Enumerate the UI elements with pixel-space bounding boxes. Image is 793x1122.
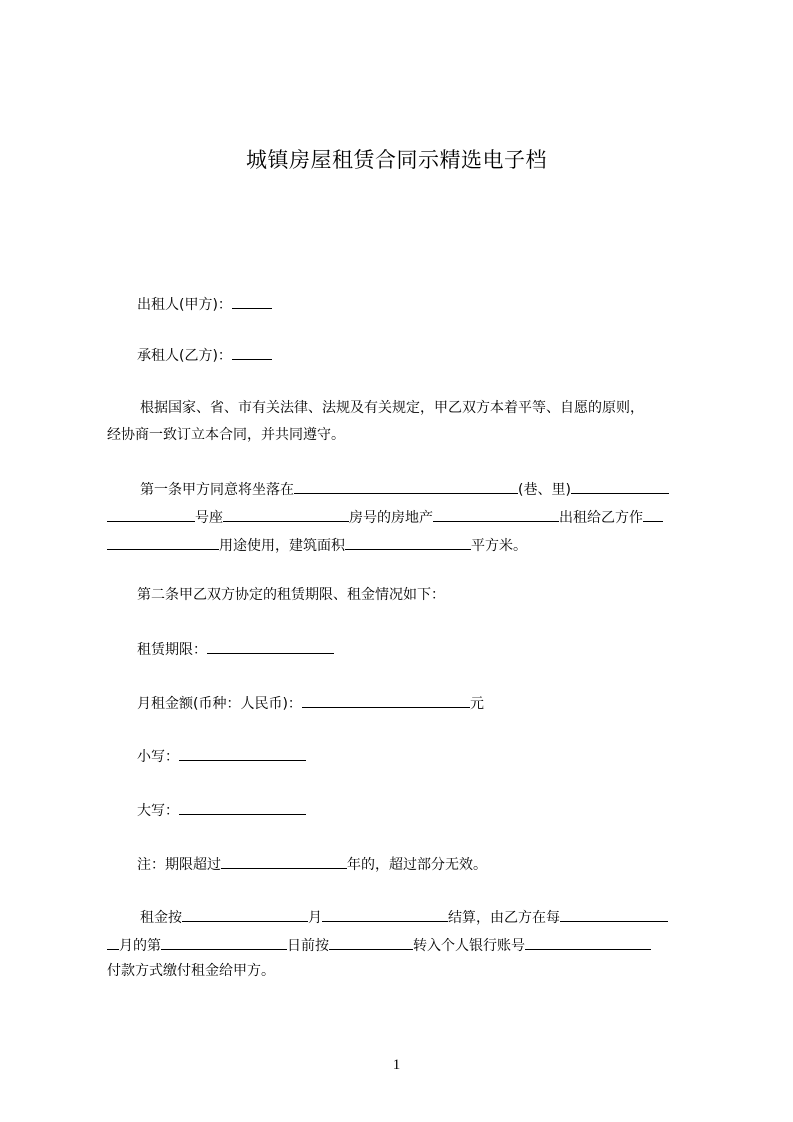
usage-blank[interactable] [107, 536, 219, 550]
method-blank[interactable] [329, 936, 413, 950]
page-number: 1 [392, 1057, 401, 1073]
payment-line-3: 付款方式缴付租金给甲方。 [107, 963, 275, 979]
area-blank[interactable] [345, 536, 471, 550]
tenant-blank[interactable] [232, 346, 272, 360]
note-line [137, 855, 487, 873]
article2-heading: 第二条甲乙双方协定的租赁期限、租金情况如下： [137, 587, 445, 603]
monthly-rent-unit: 元 [469, 696, 484, 712]
article1-text: 用途使用，建筑面积 [219, 538, 345, 554]
lane-blank[interactable] [571, 480, 669, 494]
monthly-rent-blank[interactable] [302, 694, 470, 708]
article1-text: 号座 [195, 510, 223, 526]
uppercase-label: 大写： [137, 803, 179, 819]
payment-text: 日前按 [287, 938, 329, 954]
tenant-line [137, 346, 272, 364]
note-text: 年的，超过部分无效。 [347, 857, 487, 873]
payment-text: 租金按 [140, 910, 182, 926]
lowercase-label: 小写： [137, 749, 179, 765]
settle-blank[interactable] [182, 908, 308, 922]
payment-text: 结算，由乙方在每 [448, 910, 560, 926]
uppercase-amount-line [137, 801, 306, 819]
article1-text: 房号的房地产 [349, 510, 433, 526]
lowercase-amount-line [137, 747, 306, 765]
property-blank[interactable] [433, 508, 559, 522]
lease-term-blank[interactable] [207, 640, 334, 654]
payment-text: 转入个人银行账号 [413, 938, 525, 954]
day-blank[interactable] [161, 936, 287, 950]
document-title: 城镇房屋租赁合同示精选电子档 [246, 148, 547, 172]
preamble-line-1: 根据国家、省、市有关法律、法规及有关规定，甲乙双方本着平等、自愿的原则， [140, 400, 644, 416]
monthly-rent-line [137, 694, 484, 712]
uppercase-blank[interactable] [179, 801, 306, 815]
note-years-blank[interactable] [221, 855, 347, 869]
payment-text: 月的第 [119, 938, 161, 954]
article1-text: (巷、里) [518, 482, 571, 498]
building-blank[interactable] [107, 508, 195, 522]
article1-text: 平方米。 [471, 538, 527, 554]
monthly-rent-label: 月租金额(币种：人民币)： [137, 696, 302, 712]
article1-text: 第一条甲方同意将坐落在 [140, 482, 294, 498]
period-blank[interactable] [560, 908, 668, 922]
bank-account-blank[interactable] [525, 936, 651, 950]
tenant-label: 承租人(乙方)： [137, 348, 232, 364]
location-blank[interactable] [294, 480, 518, 494]
article1-line-1 [140, 480, 669, 498]
room-blank[interactable] [223, 508, 349, 522]
period-blank-end[interactable] [107, 936, 119, 950]
article1-line-2 [107, 508, 663, 526]
usage-blank-start[interactable] [643, 508, 663, 522]
note-text: 注：期限超过 [137, 857, 221, 873]
payment-line-1 [140, 908, 668, 926]
article1-line-3 [107, 536, 527, 554]
preamble-line-2: 经协商一致订立本合同，并共同遵守。 [107, 427, 345, 443]
article1-text: 出租给乙方作 [559, 510, 643, 526]
landlord-label: 出租人(甲方)： [137, 297, 232, 313]
payment-text: 月 [308, 910, 322, 926]
landlord-line [137, 295, 272, 313]
landlord-blank[interactable] [232, 295, 272, 309]
lowercase-blank[interactable] [179, 747, 306, 761]
lease-term-line [137, 640, 334, 658]
payment-line-2 [107, 936, 651, 954]
settle-month-blank[interactable] [322, 908, 448, 922]
lease-term-label: 租赁期限： [137, 642, 207, 658]
